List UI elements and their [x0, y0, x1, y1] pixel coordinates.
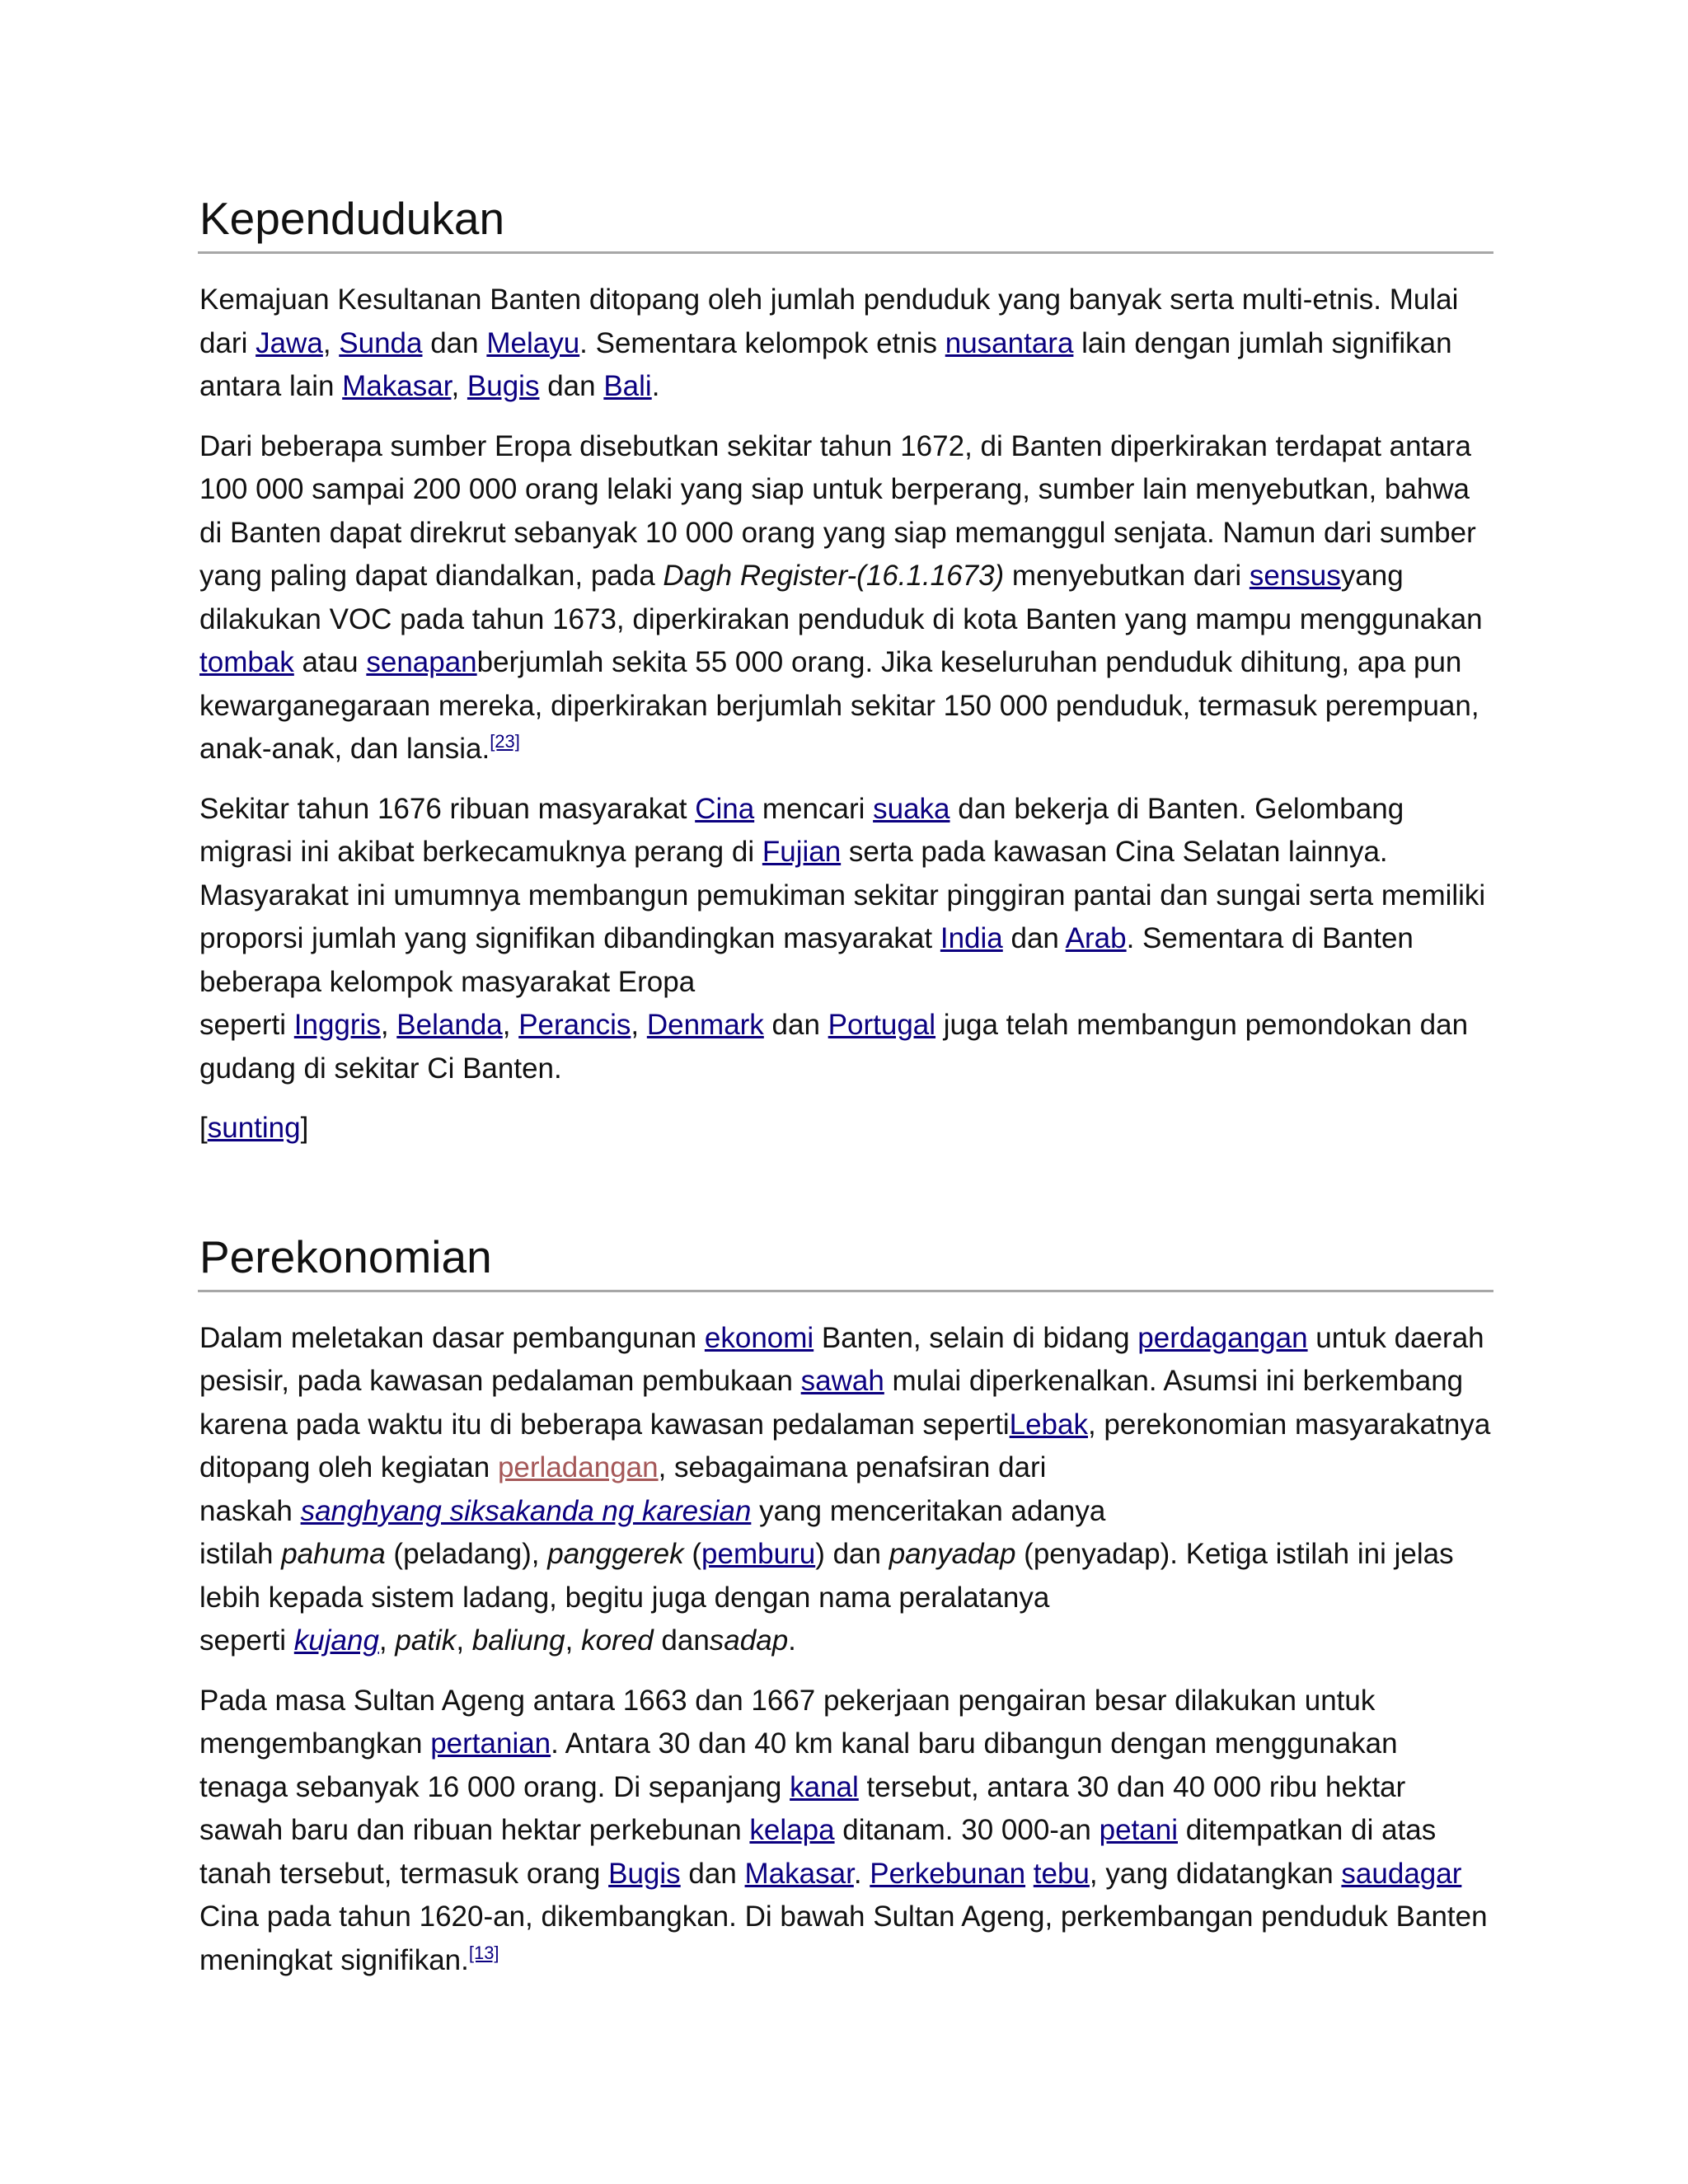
- text: .: [853, 1857, 870, 1890]
- paragraph: [199, 1680, 1493, 1983]
- italic-text: panyadap: [889, 1538, 1016, 1570]
- text: berjumlah sekita 55 000 orang. Jika keseluruhan penduduk dihitung, apa pun kewarganegaraan mereka, diperkirakan berjumlah sekitar 150 000 penduduk, termasuk perempuan, anak-anak, dan lansia.: [199, 646, 1479, 765]
- text: seperti: [199, 1009, 294, 1041]
- bracket: ]: [300, 1112, 309, 1144]
- link-makasar[interactable]: Makasar: [744, 1857, 854, 1890]
- text: ,: [502, 1009, 519, 1041]
- paragraph: [199, 425, 1493, 771]
- link-bugis[interactable]: Bugis: [467, 370, 540, 402]
- link-cina[interactable]: Cina: [695, 792, 755, 825]
- text: . Sementara di Banten beberapa kelompok masyarakat Eropa: [199, 922, 1414, 998]
- link-bali[interactable]: Bali: [603, 370, 652, 402]
- text: serta pada kawasan Cina Selatan lainnya. Masyarakat ini umumnya membangun pemukiman sekitar pinggiran pantai dan sungai serta memiliki proporsi jumlah yang signifikan dibandingkan masyarakat: [199, 836, 1486, 954]
- text: ,: [631, 1009, 647, 1041]
- text: yang dilakukan VOC pada tahun 1673, diperkirakan penduduk di kota Banten yang mampu menggunakan: [199, 560, 1483, 635]
- text: ,: [456, 1624, 472, 1657]
- text: .: [788, 1624, 796, 1657]
- italic-text: baliung: [471, 1624, 565, 1657]
- link-denmark[interactable]: Denmark: [646, 1009, 764, 1041]
- text: , perekonomian masyarakatnya ditopang oleh kegiatan: [199, 1408, 1491, 1483]
- text: dan: [539, 370, 604, 402]
- text: [1025, 1858, 1034, 1890]
- paragraph: [199, 1317, 1493, 1663]
- text: (: [683, 1538, 702, 1570]
- link-bugis[interactable]: Bugis: [608, 1857, 681, 1890]
- link-inggris[interactable]: Inggris: [293, 1009, 381, 1041]
- italic-text: Dagh Register-(16.1.1673): [663, 560, 1005, 592]
- link-lebak[interactable]: Lebak: [1009, 1408, 1088, 1441]
- link-sanghyang[interactable]: [301, 1495, 752, 1527]
- section-heading-perekonomian: Perekonomian: [198, 1230, 1493, 1292]
- reference-link[interactable]: [23]: [490, 731, 520, 752]
- link-suaka[interactable]: suaka: [873, 792, 950, 825]
- link-ekonomi[interactable]: ekonomi: [704, 1321, 814, 1354]
- text: ditempatkan di atas tanah tersebut, termasuk orang: [199, 1814, 1437, 1890]
- text: atau: [293, 646, 367, 678]
- link-petani[interactable]: petani: [1099, 1814, 1178, 1846]
- link-nusantara[interactable]: nusantara: [945, 326, 1074, 359]
- italic-text: sadap: [709, 1624, 789, 1657]
- text: ) dan: [815, 1538, 889, 1570]
- text: dan: [653, 1624, 710, 1657]
- section-heading-kependudukan: Kependudukan: [198, 191, 1493, 254]
- text: dan: [422, 326, 487, 359]
- italic-text: pahuma: [281, 1538, 386, 1570]
- reference-link[interactable]: [13]: [468, 1942, 499, 1963]
- link-perdagangan[interactable]: perdagangan: [1137, 1321, 1308, 1354]
- text: ,: [565, 1624, 582, 1657]
- text: Banten, selain di bidang: [814, 1321, 1138, 1354]
- text: ,: [451, 370, 467, 402]
- text: .: [651, 370, 660, 402]
- italic-text: patik: [395, 1624, 457, 1657]
- link-label: kujang: [293, 1624, 379, 1657]
- text: dan: [680, 1857, 745, 1890]
- link-melayu[interactable]: Melayu: [486, 326, 580, 359]
- link-senapan[interactable]: senapan: [366, 646, 477, 678]
- link-belanda[interactable]: Belanda: [396, 1009, 503, 1041]
- link-portugal[interactable]: Portugal: [828, 1009, 936, 1041]
- link-pemburu[interactable]: pemburu: [701, 1538, 816, 1570]
- text: Cina pada tahun 1620-an, dikembangkan. Di bawah Sultan Ageng, perkembangan penduduk Banten meningkat signifikan.: [199, 1900, 1488, 1976]
- italic-text: kored: [581, 1624, 654, 1657]
- link-arab[interactable]: Arab: [1065, 922, 1127, 954]
- italic-text: panggerek: [547, 1538, 684, 1570]
- link-sensus[interactable]: sensus: [1249, 560, 1341, 592]
- link-tombak[interactable]: tombak: [199, 646, 294, 678]
- link-kanal[interactable]: kanal: [790, 1770, 859, 1803]
- text: yang menceritakan adanya: [751, 1494, 1106, 1527]
- text: Dalam meletakan dasar pembangunan: [199, 1321, 705, 1354]
- text: naskah: [199, 1494, 301, 1527]
- link-kujang[interactable]: [294, 1624, 379, 1657]
- text: istilah: [199, 1538, 282, 1570]
- text: juga telah membangun pemondokan dan gudang di sekitar Ci Banten.: [199, 1009, 1469, 1085]
- text: dan: [763, 1009, 828, 1041]
- link-tebu[interactable]: tebu: [1033, 1857, 1090, 1890]
- text: . Sementara kelompok etnis: [579, 326, 945, 359]
- link-saudagar[interactable]: saudagar: [1341, 1857, 1462, 1890]
- text: dan bekerja di Banten. Gelombang migrasi ini akibat berkecamuknya perang di: [199, 792, 1404, 868]
- link-fujian[interactable]: Fujian: [762, 836, 842, 868]
- text: ,: [378, 1624, 396, 1657]
- link-label: sanghyang siksakanda ng karesian: [300, 1494, 752, 1527]
- text: . Antara 30 dan 40 km kanal baru dibangun dengan menggunakan tenaga sebanyak 16 000 orang. Di sepanjang: [199, 1727, 1398, 1803]
- link-makasar[interactable]: Makasar: [342, 370, 452, 402]
- text: untuk daerah pesisir, pada kawasan pedalaman pembukaan: [199, 1321, 1484, 1397]
- text: tersebut, antara 30 dan 40 000 ribu hektar sawah baru dan ribuan hektar perkebunan: [199, 1770, 1406, 1846]
- paragraph: [199, 279, 1493, 409]
- text: , yang didatangkan: [1089, 1857, 1342, 1890]
- link-pertanian[interactable]: pertanian: [430, 1727, 551, 1760]
- text: Kemajuan Kesultanan Banten ditopang oleh jumlah penduduk yang banyak serta multi-etnis. Mulai dari: [199, 284, 1459, 359]
- text: Dari beberapa sumber Eropa disebutkan sekitar tahun 1672, di Banten diperkirakan terdapat antara 100 000 sampai 200 000 orang lelaki yang siap untuk berperang, sumber lain menyebutkan, bahwa di Banten dapat direkrut sebanyak 10 000 orang yang siap memanggul senjata. Namun dari sumber yang paling dapat diandalkan, pada: [199, 429, 1476, 592]
- text: , sebagaimana penafsiran dari: [658, 1451, 1047, 1483]
- text: mulai diperkenalkan. Asumsi ini berkembang karena pada waktu itu di beberapa kawasan pedalaman seperti: [199, 1365, 1464, 1441]
- text: seperti: [199, 1624, 294, 1657]
- text: (peladang),: [385, 1538, 548, 1570]
- text: Pada masa Sultan Ageng antara 1663 dan 1667 pekerjaan pengairan besar dilakukan untuk mengembangkan: [199, 1684, 1376, 1760]
- text: ,: [322, 326, 340, 359]
- link-perladangan[interactable]: perladangan: [497, 1451, 659, 1483]
- text: menyebutkan dari: [1004, 560, 1250, 592]
- link-india[interactable]: India: [940, 922, 1003, 954]
- text: dan: [1002, 922, 1066, 954]
- paragraph: [199, 788, 1493, 1091]
- text: ,: [380, 1009, 397, 1041]
- link-perkebunan[interactable]: Perkebunan: [870, 1857, 1026, 1890]
- link-sunda[interactable]: Sunda: [339, 326, 423, 359]
- bracket: [: [199, 1112, 208, 1144]
- text: mencari: [754, 792, 874, 825]
- article-content: [198, 191, 1493, 1999]
- edit-link[interactable]: sunting: [207, 1112, 301, 1144]
- text: ditanam. 30 000-an: [834, 1814, 1100, 1846]
- link-perancis[interactable]: Perancis: [518, 1009, 631, 1041]
- link-kelapa[interactable]: kelapa: [749, 1814, 835, 1846]
- link-jawa[interactable]: Jawa: [256, 326, 323, 359]
- edit-section: [199, 1107, 1493, 1151]
- text: lain dengan jumlah signifikan antara lain: [199, 326, 1452, 402]
- text: (penyadap). Ketiga istilah ini jelas lebih kepada sistem ladang, begitu juga dengan nama peralatanya: [199, 1538, 1454, 1614]
- text: Sekitar tahun 1676 ribuan masyarakat: [199, 792, 696, 825]
- link-sawah[interactable]: sawah: [800, 1365, 884, 1397]
